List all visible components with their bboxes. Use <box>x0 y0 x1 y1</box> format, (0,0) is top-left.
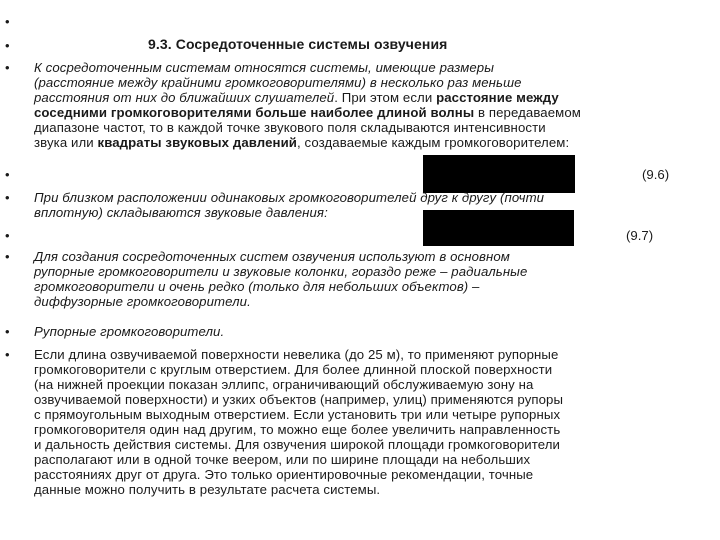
p5-line: Если длина озвучиваемой поверхности невелика (до 25 м), то применяют рупорные <box>34 347 559 362</box>
bullet-p1 <box>5 60 15 76</box>
p1-l4b: в передаваемом <box>474 105 581 120</box>
bullet-p2 <box>5 190 15 206</box>
p2-line: При близком расположении одинаковых громкоговорителей друг к другу (почти <box>34 190 545 205</box>
p3-line: диффузорные громкоговорители. <box>34 294 251 309</box>
p1-line <box>34 105 581 120</box>
p3-line: Для создания сосредоточенных систем озвучения используют в основном <box>34 249 510 264</box>
p4-heading: Рупорные громкоговорители. <box>34 324 225 339</box>
equation-number-9-6: (9.6) <box>642 167 670 182</box>
p1-l6a: звука или <box>34 135 98 150</box>
equation-number-9-7: (9.7) <box>626 228 654 243</box>
p2-line: вплотную) складываются звуковые давления: <box>34 205 328 220</box>
p5-line: озвучиваемой поверхности) и узких объектов (например, улиц) применяются рупоры <box>34 392 564 407</box>
bullet-eq1 <box>5 167 15 183</box>
bullet-p5 <box>5 347 15 363</box>
p1-l3a: расстояния от них до ближайших слушателей <box>34 90 335 105</box>
p3-line: громкоговорители и очень редко (только для небольших объектов) – <box>34 279 480 294</box>
bullet-eq2 <box>5 228 15 244</box>
p1-l3c: расстояние между <box>436 90 559 105</box>
p1-line: диапазоне частот, то в каждой точке звукового поля складываются интенсивности <box>34 120 546 135</box>
p5-line: с прямоугольным выходным отверстием. Если установить три или четыре рупорных <box>34 407 561 422</box>
p1-line <box>34 135 569 150</box>
p1-line: К сосредоточенным системам относятся системы, имеющие размеры <box>34 60 495 75</box>
p1-l3b: . При этом если <box>334 90 437 105</box>
p5-line: и дальность действия системы. Для озвучения широкой площади громкоговорители <box>34 437 561 452</box>
formula-9-7-image <box>423 210 574 246</box>
p1-line <box>34 90 559 105</box>
p5-line: громкоговорителя один над другим, то можно еще более увеличить направленность <box>34 422 561 437</box>
slide-title: 9.3. Сосредоточенные системы озвучения <box>148 36 448 52</box>
p5-line: (на нижней проекции показан эллипс, ограничивающий обслуживаемую зону на <box>34 377 534 392</box>
bullet-title <box>5 38 15 54</box>
p1-l6b: квадраты звуковых давлений <box>97 135 297 150</box>
p5-line: громкоговорители с круглым отверстием. Для более длинной плоской поверхности <box>34 362 553 377</box>
p5-line: расстояниях друг от друга. Это только ориентировочные рекомендации, точные <box>34 467 534 482</box>
p3-line: рупорные громкоговорители и звуковые колонки, гораздо реже – радиальные <box>34 264 528 279</box>
p1-l4: соседними громкоговорителями больше наиболее длиной волны <box>34 105 475 120</box>
p5-line: располагают или в одной точке веером, или по ширине площади на небольших <box>34 452 531 467</box>
p1-l6c: , создаваемые каждым громкоговорителем: <box>297 135 570 150</box>
bullet-p3 <box>5 249 15 265</box>
p5-line: данные можно получить в результате расчета системы. <box>34 482 381 497</box>
p1-line: (расстояние между крайними громкоговорителями) в несколько раз меньше <box>34 75 522 90</box>
bullet-empty <box>5 14 15 30</box>
bullet-p4 <box>5 324 15 340</box>
formula-9-6-image <box>423 155 575 193</box>
